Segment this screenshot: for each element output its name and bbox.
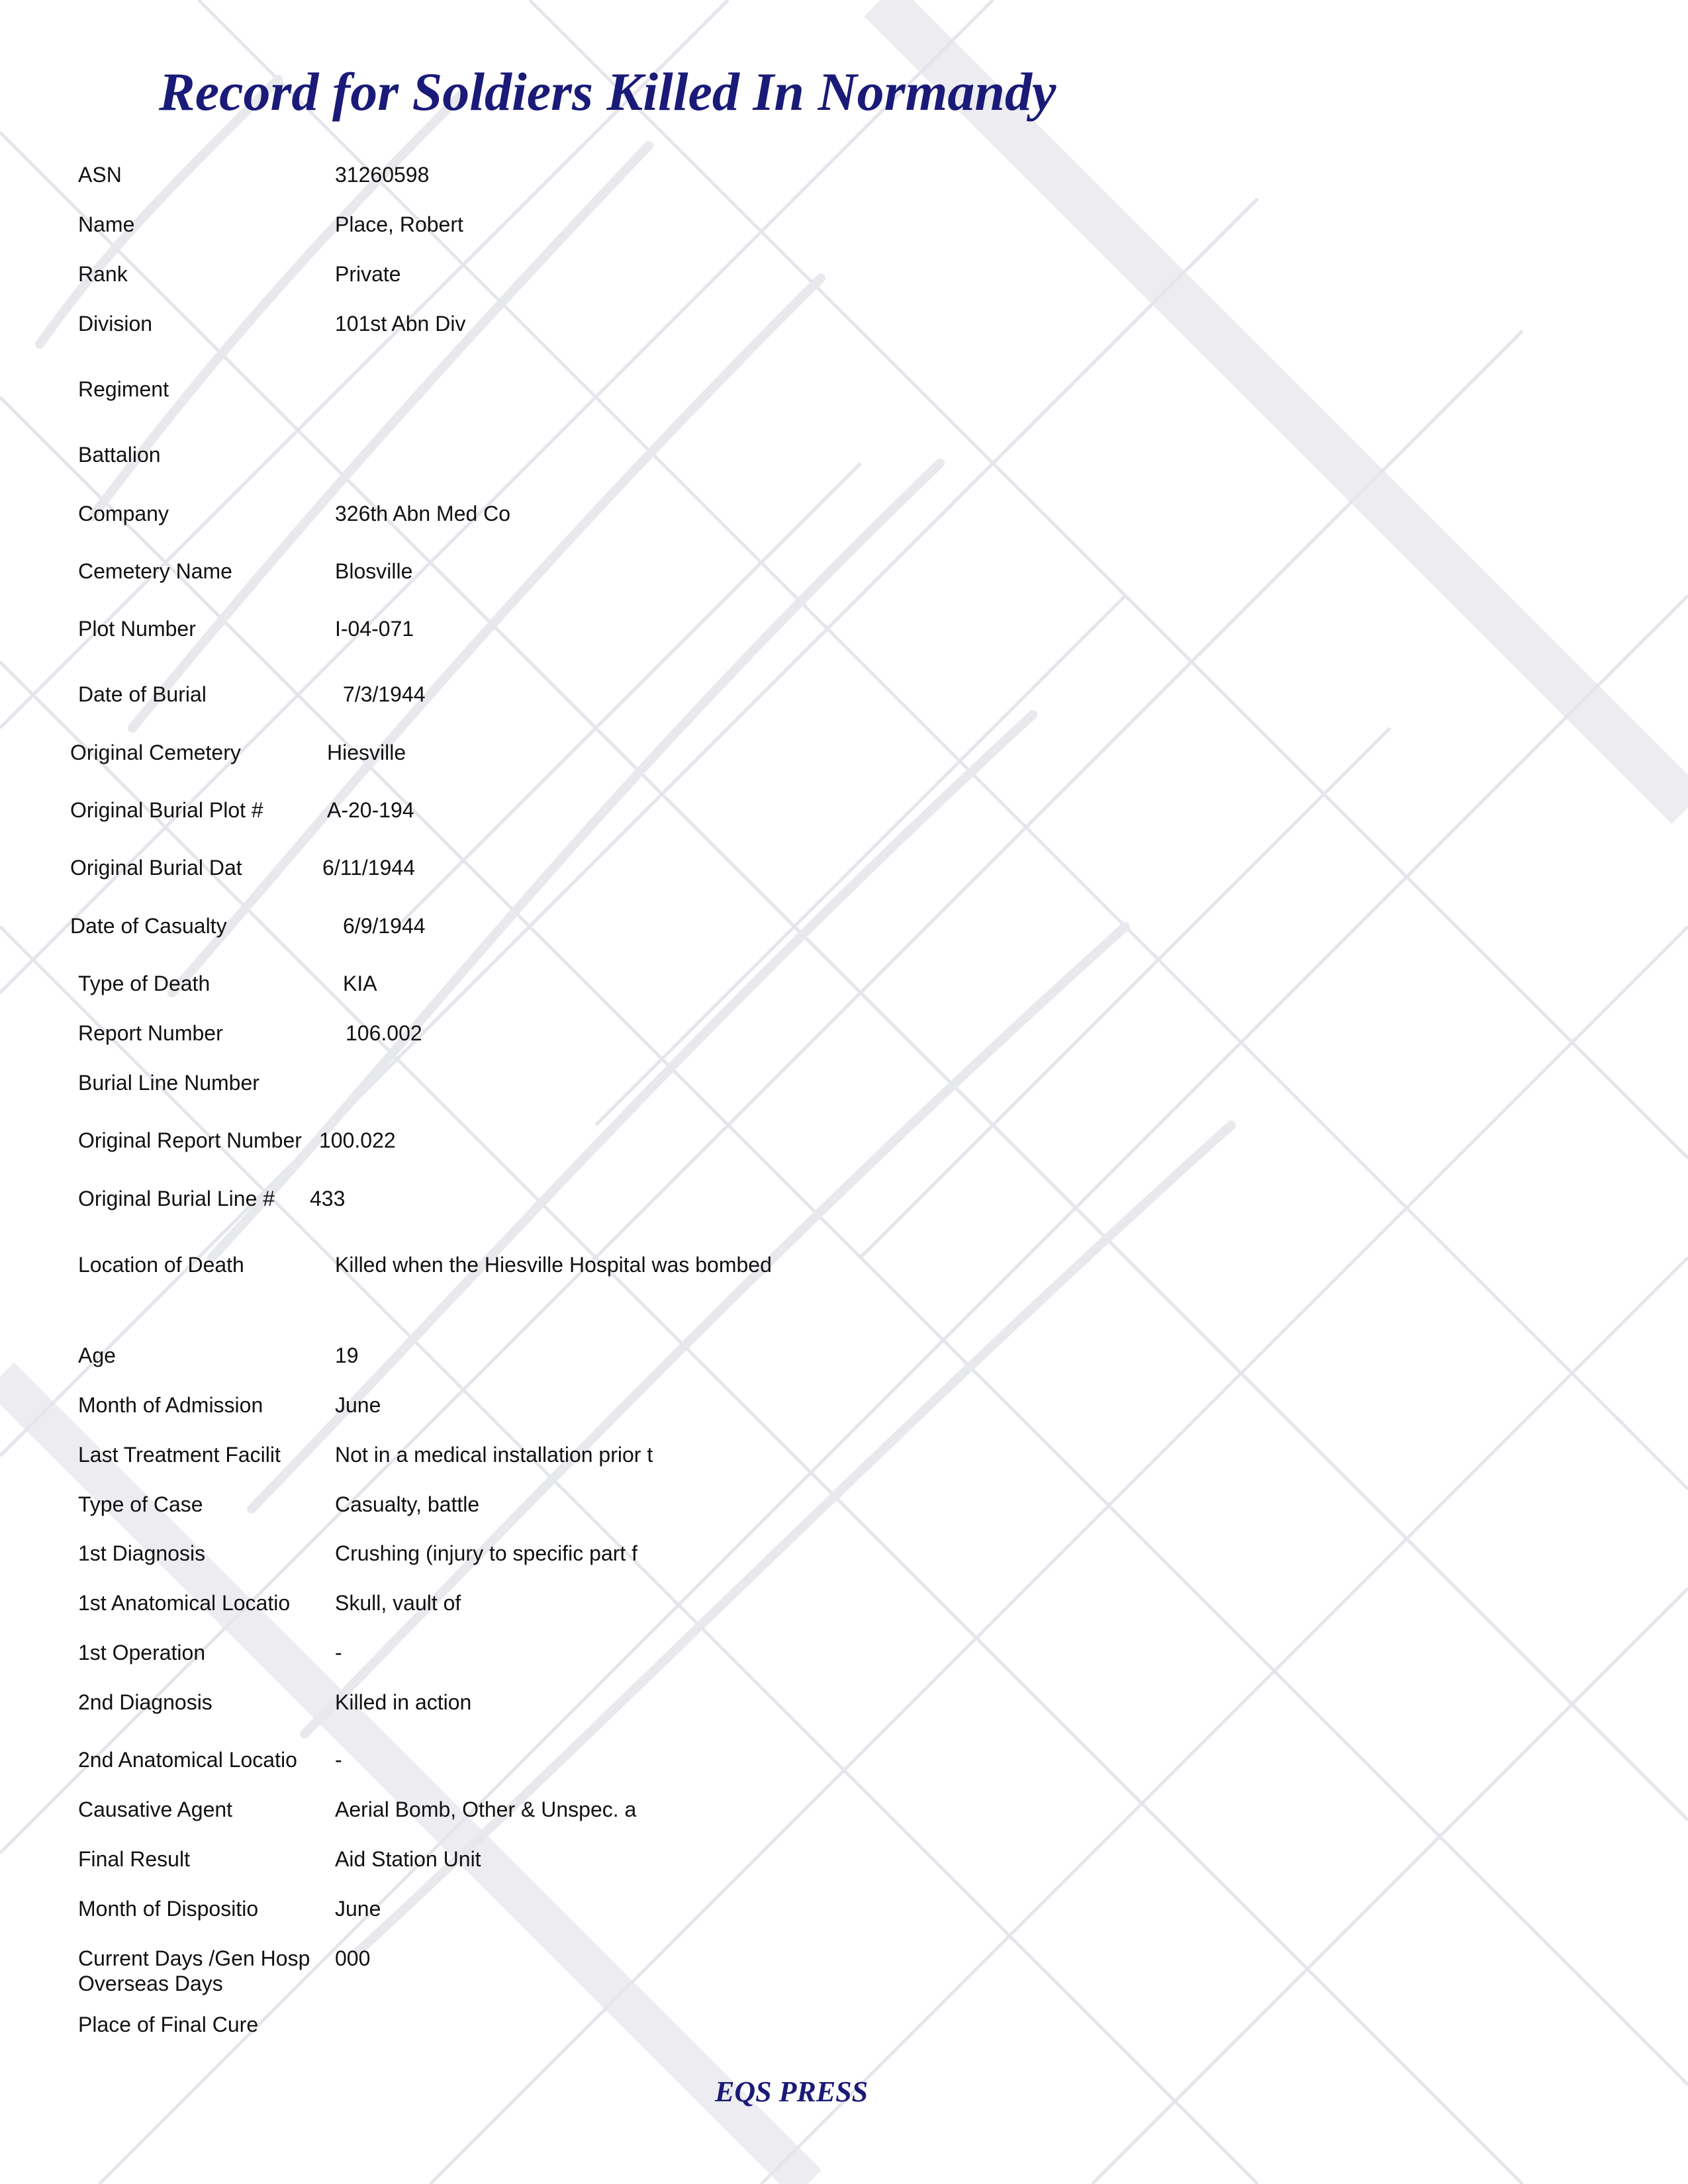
field-value-company: 326th Abn Med Co	[335, 502, 511, 525]
field-label-report-number: Report Number	[78, 1021, 223, 1045]
field-value-original-burial-plot: A-20-194	[327, 798, 414, 822]
field-label-place-of-final-cure: Place of Final Cure	[78, 2013, 259, 2036]
field-value-asn: 31260598	[335, 163, 430, 187]
field-value-1st-operation: -	[335, 1641, 342, 1664]
field-label-asn: ASN	[78, 163, 122, 187]
field-label-battalion: Battalion	[78, 443, 161, 467]
field-value-plot-number: I-04-071	[335, 617, 414, 641]
field-value-month-of-disposition: June	[335, 1897, 381, 1921]
field-label-original-burial-line: Original Burial Line #	[78, 1187, 275, 1210]
field-value-date-of-burial: 7/3/1944	[343, 682, 426, 706]
field-value-type-of-case: Casualty, battle	[335, 1492, 480, 1516]
field-value-cemetery-name: Blosville	[335, 559, 413, 583]
field-label-original-burial-date: Original Burial Dat	[70, 856, 242, 880]
field-value-division: 101st Abn Div	[335, 312, 466, 336]
field-value-rank: Private	[335, 262, 401, 286]
field-label-causative-agent: Causative Agent	[78, 1797, 233, 1821]
field-value-original-burial-line: 433	[310, 1187, 346, 1210]
field-value-name: Place, Robert	[335, 212, 463, 236]
field-label-age: Age	[78, 1343, 116, 1367]
field-label-month-of-disposition: Month of Dispositio	[78, 1897, 259, 1921]
field-value-original-burial-date: 6/11/1944	[322, 856, 415, 880]
field-value-original-cemetery: Hiesville	[327, 741, 406, 764]
field-value-causative-agent: Aerial Bomb, Other & Unspec. a	[335, 1797, 637, 1821]
field-label-original-report-number: Original Report Number	[78, 1128, 302, 1152]
field-label-type-of-death: Type of Death	[78, 972, 211, 995]
field-label-final-result: Final Result	[78, 1847, 190, 1871]
field-value-location-of-death: Killed when the Hiesville Hospital was bombed	[335, 1253, 772, 1277]
field-value-report-number: 106.002	[346, 1021, 422, 1045]
field-label-1st-anatomical-location: 1st Anatomical Locatio	[78, 1591, 291, 1615]
field-label-type-of-case: Type of Case	[78, 1492, 203, 1516]
field-label-2nd-anatomical-location: 2nd Anatomical Locatio	[78, 1748, 297, 1772]
field-label-last-treatment-facility: Last Treatment Facilit	[78, 1443, 281, 1467]
field-label-regiment: Regiment	[78, 377, 169, 401]
field-label-1st-operation: 1st Operation	[78, 1641, 206, 1664]
field-label-name: Name	[78, 212, 135, 236]
field-label-plot-number: Plot Number	[78, 617, 196, 641]
field-value-2nd-anatomical-location: -	[335, 1748, 342, 1772]
field-value-current-days-gen-hosp: 000	[335, 1946, 371, 1970]
field-label-company: Company	[78, 502, 169, 525]
field-label-burial-line-number: Burial Line Number	[78, 1071, 259, 1095]
field-label-location-of-death: Location of Death	[78, 1253, 244, 1277]
field-label-original-cemetery: Original Cemetery	[70, 741, 241, 764]
field-label-cemetery-name: Cemetery Name	[78, 559, 232, 583]
field-value-final-result: Aid Station Unit	[335, 1847, 481, 1871]
page-title: Record for Soldiers Killed In Normandy	[159, 62, 1056, 122]
field-label-original-burial-plot: Original Burial Plot #	[70, 798, 263, 822]
field-value-original-report-number: 100.022	[319, 1128, 396, 1152]
handwriting-strokes-watermark	[40, 79, 1231, 1952]
field-value-1st-anatomical-location: Skull, vault of	[335, 1591, 461, 1615]
field-label-date-of-burial: Date of Burial	[78, 682, 207, 706]
field-label-2nd-diagnosis: 2nd Diagnosis	[78, 1690, 212, 1714]
field-label-overseas-days: Overseas Days	[78, 1972, 223, 1995]
field-label-division: Division	[78, 312, 153, 336]
publisher-footer: EQS PRESS	[715, 2075, 868, 2108]
field-value-date-of-casualty: 6/9/1944	[343, 914, 426, 938]
field-value-month-of-admission: June	[335, 1393, 381, 1417]
field-value-2nd-diagnosis: Killed in action	[335, 1690, 472, 1714]
field-value-age: 19	[335, 1343, 359, 1367]
field-label-1st-diagnosis: 1st Diagnosis	[78, 1541, 206, 1565]
field-value-type-of-death: KIA	[343, 972, 377, 995]
field-value-1st-diagnosis: Crushing (injury to specific part f	[335, 1541, 638, 1565]
field-label-rank: Rank	[78, 262, 128, 286]
field-label-month-of-admission: Month of Admission	[78, 1393, 263, 1417]
field-label-current-days-gen-hosp: Current Days /Gen Hosp	[78, 1946, 310, 1970]
field-label-date-of-casualty: Date of Casualty	[70, 914, 227, 938]
field-value-last-treatment-facility: Not in a medical installation prior t	[335, 1443, 653, 1467]
